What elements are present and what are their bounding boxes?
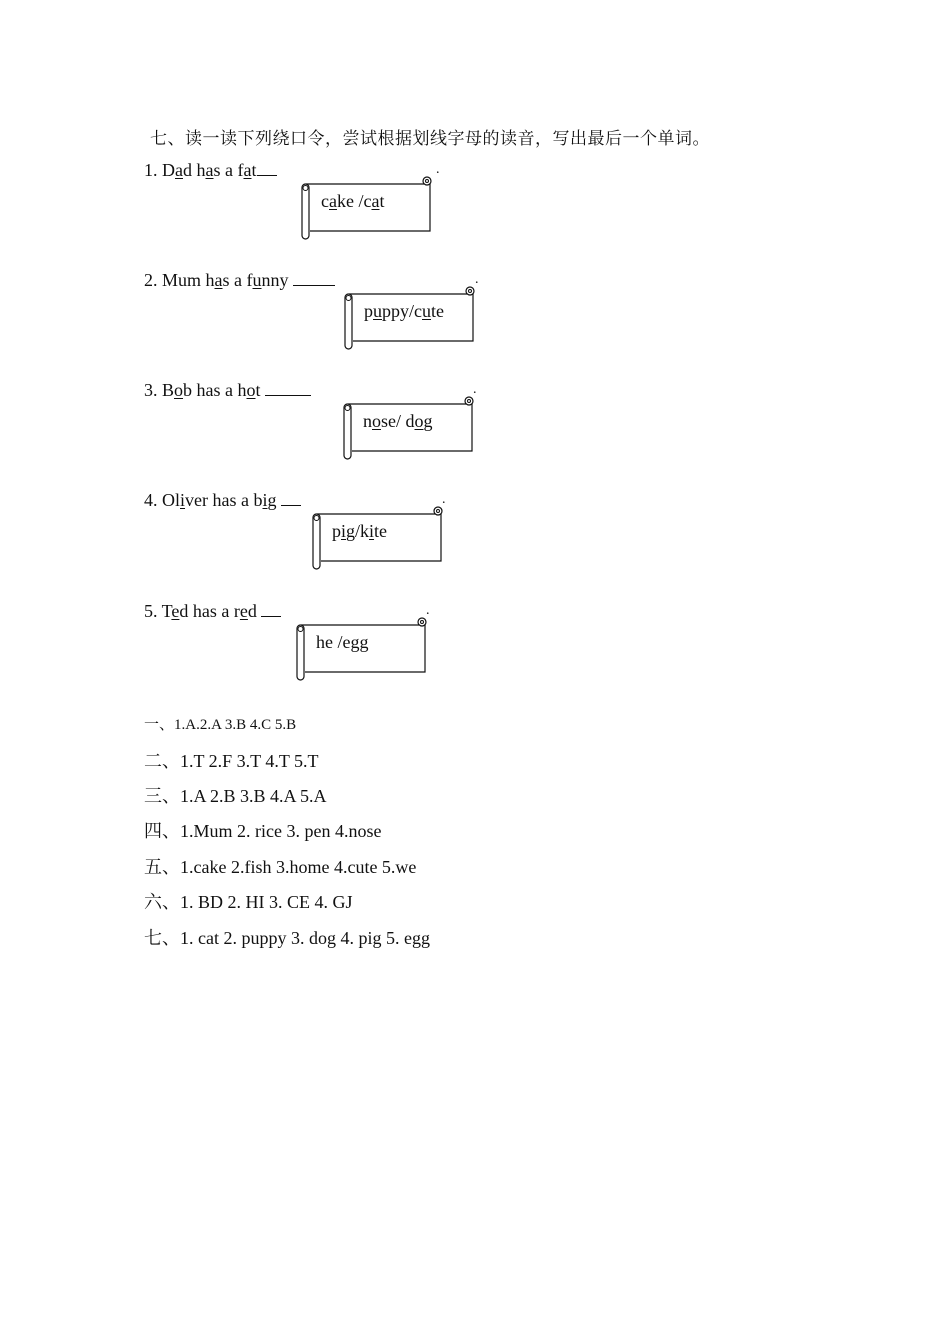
text-segment: s a f: [213, 160, 244, 180]
underlined-letter: e: [171, 601, 180, 621]
text-segment: b has a h: [183, 380, 247, 400]
answer-blank[interactable]: [281, 491, 301, 506]
answer-key-7: 七、1. cat 2. puppy 3. dog 4. pig 5. egg: [144, 928, 430, 948]
question-2: [144, 270, 335, 291]
question-1-text: [144, 160, 257, 180]
text-segment: c: [321, 191, 329, 211]
text-segment: 4. Ol: [144, 490, 180, 510]
underlined-letter: i: [341, 521, 347, 541]
underlined-letter: a: [214, 270, 223, 290]
text-segment: g: [267, 490, 281, 510]
question-3-text: [144, 380, 265, 400]
question-2-period: .: [475, 272, 479, 287]
question-1-period: .: [436, 162, 440, 177]
text-segment: 3. B: [144, 380, 175, 400]
text-segment: d h: [183, 160, 206, 180]
scroll-text-1: [321, 191, 385, 212]
question-3-period: .: [473, 382, 477, 397]
scroll-text-3: [363, 411, 433, 432]
question-5-period: .: [426, 603, 430, 618]
text-segment: g/k: [346, 521, 370, 541]
answer-blank[interactable]: [265, 381, 311, 396]
text-segment: t: [379, 191, 385, 211]
underlined-letter: a: [329, 191, 337, 211]
question-4: [144, 490, 301, 511]
answer-blank[interactable]: [257, 161, 277, 176]
text-segment: te: [374, 521, 388, 541]
underlined-letter: u: [252, 270, 262, 290]
text-segment: d has a r: [179, 601, 240, 621]
underlined-letter: i: [369, 521, 375, 541]
answer-key-5: 五、1.cake 2.fish 3.home 4.cute 5.we: [144, 857, 417, 877]
scroll-text-2: [364, 301, 444, 322]
text-segment: ppy/c: [382, 301, 422, 321]
underlined-letter: a: [205, 160, 214, 180]
text-segment: he /egg: [316, 632, 369, 652]
text-segment: s a f: [222, 270, 253, 290]
underlined-letter: o: [174, 380, 184, 400]
question-5-text: [144, 601, 261, 621]
question-2-text: [144, 270, 293, 290]
text-segment: ver has a b: [185, 490, 263, 510]
text-segment: g: [423, 411, 433, 431]
text-segment: p: [332, 521, 341, 541]
answer-key-4: 四、1.Mum 2. rice 3. pen 4.nose: [144, 821, 382, 841]
section-heading: 七、读一读下列绕口令，尝试根据划线字母的读音，写出最后一个单词。: [150, 129, 710, 148]
underlined-letter: a: [371, 191, 380, 211]
underlined-letter: i: [262, 490, 268, 510]
answer-blank[interactable]: [293, 271, 335, 286]
underlined-letter: u: [422, 301, 431, 321]
scroll-text-5: [316, 632, 368, 653]
answer-key-1: 一、1.A.2.A 3.B 4.C 5.B: [144, 717, 297, 733]
text-segment: 1. D: [144, 160, 175, 180]
text-segment: nny: [261, 270, 294, 290]
underlined-letter: a: [175, 160, 183, 180]
text-segment: 2. Mum h: [144, 270, 215, 290]
underlined-letter: e: [239, 601, 248, 621]
answer-key-2: 二、1.T 2.F 3.T 4.T 5.T: [144, 751, 319, 771]
text-segment: ke /c: [337, 191, 372, 211]
question-3: [144, 380, 311, 401]
text-segment: n: [363, 411, 372, 431]
question-5: [144, 601, 281, 622]
underlined-letter: a: [243, 160, 252, 180]
text-segment: p: [364, 301, 373, 321]
text-segment: t: [255, 380, 266, 400]
underlined-letter: o: [414, 411, 424, 431]
text-segment: t: [251, 160, 257, 180]
text-segment: 5. T: [144, 601, 172, 621]
text-segment: te: [431, 301, 444, 321]
question-1: [144, 160, 277, 181]
underlined-letter: o: [372, 411, 381, 431]
underlined-letter: u: [373, 301, 382, 321]
scroll-text-4: [332, 521, 387, 542]
text-segment: se/ d: [381, 411, 415, 431]
question-4-period: .: [442, 492, 446, 507]
underlined-letter: o: [246, 380, 256, 400]
answer-blank[interactable]: [261, 602, 281, 617]
question-4-text: [144, 490, 281, 510]
underlined-letter: i: [180, 490, 186, 510]
answer-key-3: 三、1.A 2.B 3.B 4.A 5.A: [144, 786, 327, 806]
text-segment: d: [247, 601, 262, 621]
answer-key-6: 六、1. BD 2. HI 3. CE 4. GJ: [144, 892, 353, 912]
